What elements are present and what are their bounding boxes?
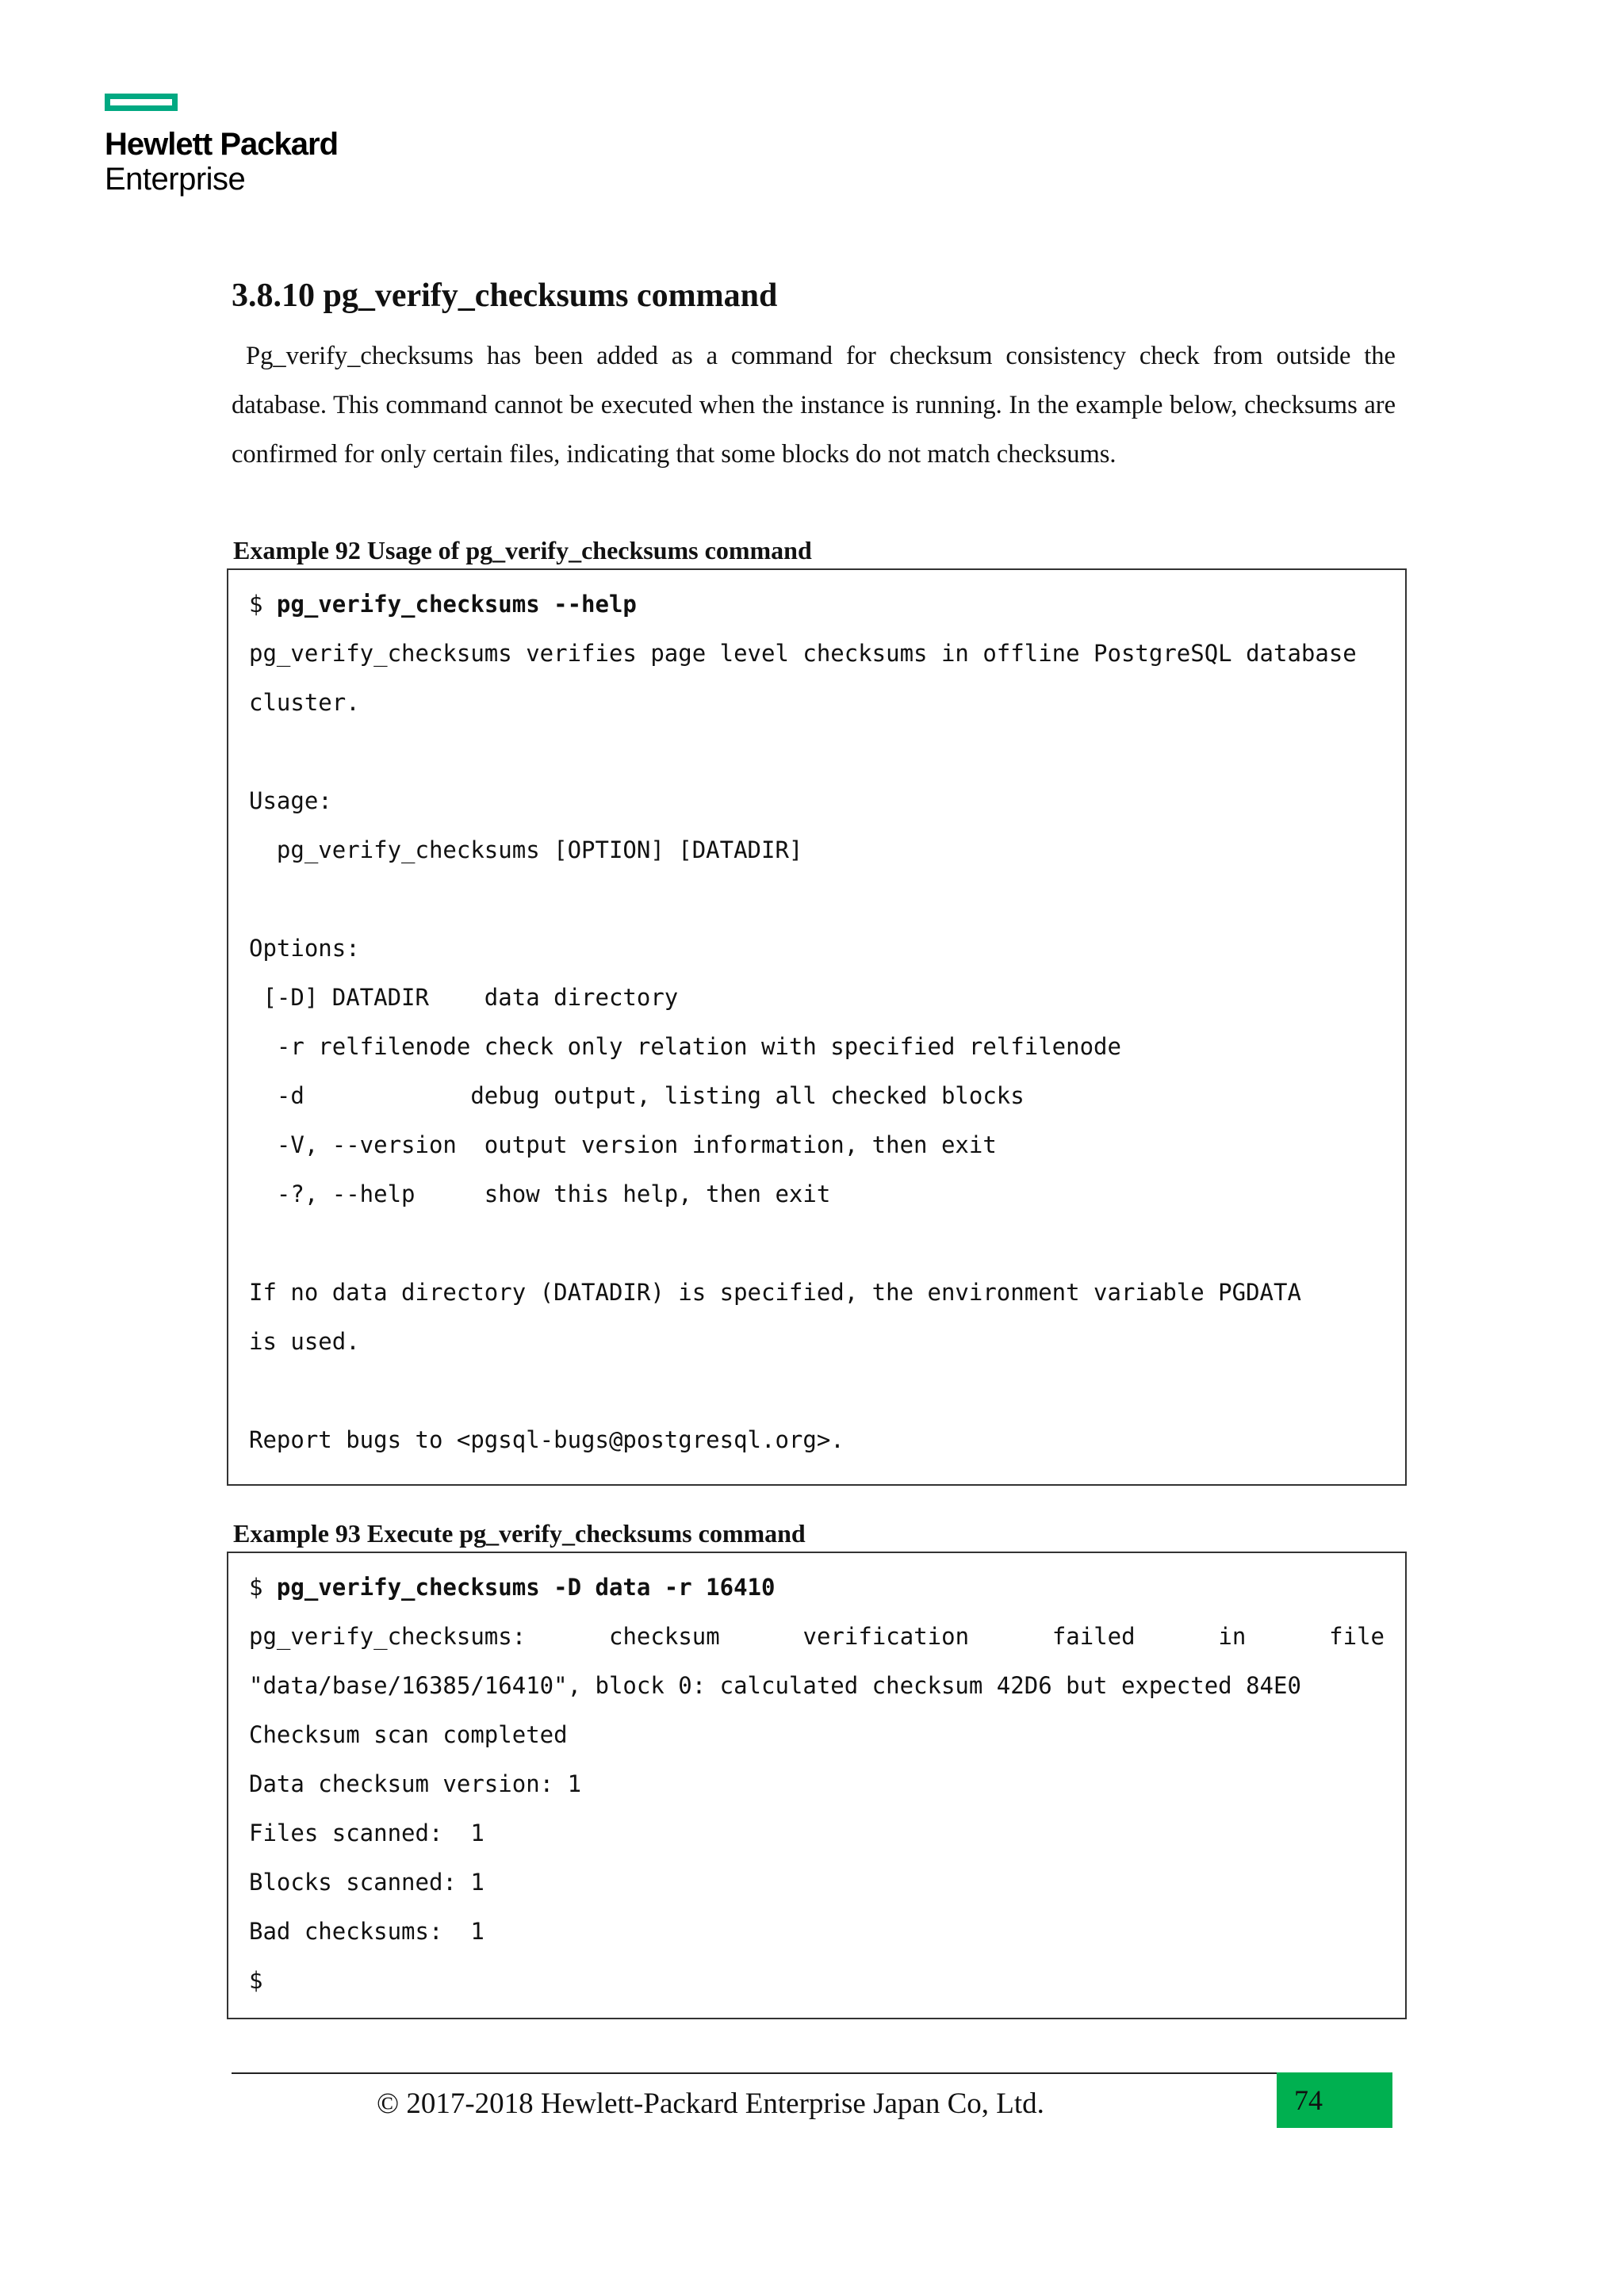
code-line: Options:	[249, 935, 360, 962]
example-92-code-block	[227, 568, 1407, 1486]
intro-paragraph: Pg_verify_checksums has been added as a command for checksum consistency check from outside the database. This command cannot be executed when the instance is running. In the example below, checksums are confirmed for only certain files, indicating that some blocks do not match checksums.	[232, 342, 1396, 469]
prompt: $	[249, 591, 277, 618]
code-line: Bad checksums: 1	[249, 1918, 485, 1945]
code-line: cluster.	[249, 689, 360, 716]
example-93-code-block	[227, 1552, 1407, 2019]
footer-copyright: © 2017-2018 Hewlett-Packard Enterprise Japan Co, Ltd.	[377, 2087, 1044, 2120]
code-line: Blocks scanned: 1	[249, 1869, 485, 1896]
page-number: 74	[1277, 2072, 1392, 2128]
code-line: pg_verify_checksums [OPTION] [DATADIR]	[249, 836, 803, 863]
output-word: verification	[802, 1623, 970, 1650]
code-line: [-D] DATADIR data directory	[249, 984, 679, 1011]
code-line: Files scanned: 1	[249, 1820, 485, 1846]
code-line	[249, 1219, 1385, 1268]
code-line: $	[249, 1967, 263, 1994]
output-word: pg_verify_checksums:	[249, 1623, 527, 1650]
footer-divider	[232, 2072, 1277, 2074]
command-text: pg_verify_checksums --help	[276, 591, 637, 618]
code-line: -d debug output, listing all checked blocks	[249, 1082, 1025, 1109]
code-line: -r relfilenode check only relation with specified relfilenode	[249, 1033, 1121, 1060]
command-line	[249, 580, 1385, 629]
code-line	[249, 1366, 1385, 1415]
code-line: pg_verify_checksums verifies page level checksums in offline PostgreSQL database	[249, 640, 1357, 667]
logo-text-line1: Hewlett Packard	[105, 127, 339, 162]
code-line: -?, --help show this help, then exit	[249, 1181, 831, 1207]
prompt: $	[249, 1574, 277, 1601]
code-line: "data/base/16385/16410", block 0: calculated checksum 42D6 but expected 84E0	[249, 1672, 1301, 1699]
section-title: 3.8.10 pg_verify_checksums command	[232, 277, 778, 314]
code-line	[249, 874, 1385, 924]
code-line: If no data directory (DATADIR) is specified, the environment variable PGDATA	[249, 1279, 1301, 1306]
code-line: Checksum scan completed	[249, 1721, 568, 1748]
justified-output-line	[249, 1612, 1385, 1661]
code-line: Usage:	[249, 787, 332, 814]
hpe-logo-mark	[105, 94, 178, 111]
logo-text-line2: Enterprise	[105, 162, 246, 197]
output-word: in	[1218, 1623, 1247, 1650]
output-word: checksum	[609, 1623, 720, 1650]
example-92-caption: Example 92 Usage of pg_verify_checksums command	[233, 536, 812, 564]
code-line: Data checksum version: 1	[249, 1770, 582, 1797]
hpe-logo	[105, 94, 338, 197]
output-word: failed	[1051, 1623, 1136, 1650]
command-text: pg_verify_checksums -D data -r 16410	[276, 1574, 776, 1601]
output-word: file	[1329, 1623, 1385, 1650]
code-line: is used.	[249, 1328, 360, 1355]
example-93-caption: Example 93 Execute pg_verify_checksums command	[233, 1519, 806, 1548]
code-line	[249, 727, 1385, 776]
command-line	[249, 1563, 1385, 1612]
code-line: Report bugs to <pgsql-bugs@postgresql.org>.	[249, 1426, 845, 1453]
code-line: -V, --version output version information, then exit	[249, 1131, 997, 1158]
